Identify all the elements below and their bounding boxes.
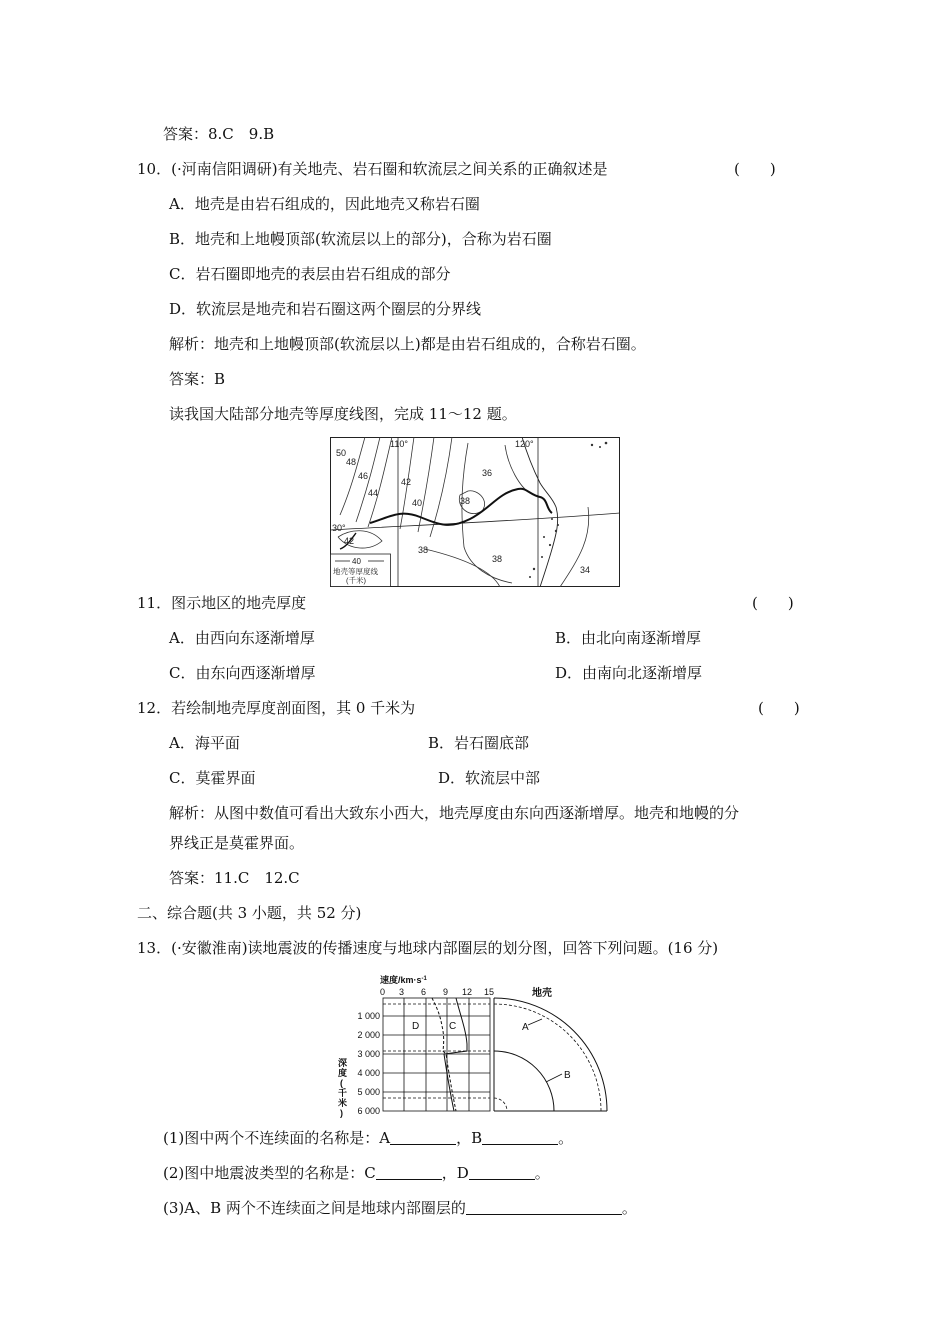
depth-speed-grid	[383, 998, 490, 1111]
question-13-part-1-sep: ，B	[456, 1129, 483, 1147]
svg-text:): )	[340, 1108, 343, 1118]
question-10-analysis: 解析：地壳和上地幔顶部(软流层以上)都是由岩石组成的，合称岩石圈。	[169, 335, 646, 353]
contour-label: 42	[344, 536, 355, 546]
answer-blank-layer[interactable]	[466, 1200, 622, 1215]
question-12-option-b: B．岩石圈底部	[428, 734, 530, 752]
question-10-answer-paren: ( )	[734, 160, 776, 178]
section-2-heading: 二、综合题(共 3 小题，共 52 分)	[137, 904, 362, 922]
contour-label: 34	[580, 565, 591, 575]
contour-label: 44	[368, 488, 379, 498]
question-13-part-1-text: (1)图中两个不连续面的名称是：A	[163, 1129, 391, 1147]
svg-text:深: 深	[338, 1058, 348, 1068]
crust-thickness-map	[330, 437, 620, 591]
answer-blank-b[interactable]	[482, 1130, 558, 1145]
depth-tick: 6 000	[357, 1106, 380, 1116]
depth-tick: 3 000	[357, 1049, 380, 1059]
contour-label: 38	[418, 545, 429, 555]
answer-11-12: 答案：11.C 12.C	[169, 869, 300, 887]
question-13-part-1-end: 。	[558, 1129, 574, 1147]
contour-label: 42	[401, 477, 412, 487]
contour-label: 48	[346, 457, 357, 467]
depth-tick: 2 000	[357, 1030, 380, 1040]
depth-tick: 4 000	[357, 1068, 380, 1078]
question-10-option-c: C．岩石圈即地壳的表层由岩石组成的部分	[169, 265, 451, 283]
question-12-stem: 12．若绘制地壳厚度剖面图，其 0 千米为	[137, 699, 416, 717]
speed-ticks	[380, 987, 494, 997]
question-13-part-3-end: 。	[621, 1199, 637, 1217]
question-12-analysis-line-1: 解析：从图中数值可看出大致东小西大，地壳厚度由东向西逐渐增厚。地壳和地幔的分	[169, 804, 740, 822]
discontinuity-b-label: B	[564, 1070, 571, 1081]
contour-label: 36	[482, 468, 493, 478]
question-13-part-3-text: (3)A、B 两个不连续面之间是地球内部圈层的	[163, 1199, 466, 1217]
question-11-option-c: C．由东向西逐渐增厚	[169, 664, 316, 682]
question-11-option-b: B．由北向南逐渐增厚	[555, 629, 702, 647]
contour-label: 38	[492, 554, 503, 564]
speed-tick: 15	[484, 987, 495, 997]
contour-label: 46	[358, 471, 369, 481]
question-13-part-1	[163, 1128, 573, 1148]
contour-label: 40	[412, 498, 423, 508]
lon-110-label: 110°	[390, 439, 408, 449]
question-11-option-d: D．由南向北逐渐增厚	[555, 664, 703, 682]
lat-30-label: 30°	[332, 523, 346, 533]
svg-text:千: 千	[338, 1088, 348, 1098]
svg-text:度: 度	[338, 1068, 348, 1078]
contour-label: 38	[460, 496, 471, 506]
question-11-stem: 11．图示地区的地壳厚度	[137, 594, 307, 612]
speed-tick: 3	[399, 987, 405, 997]
legend-unit: (千米)	[346, 576, 366, 585]
depth-tick: 1 000	[357, 1011, 380, 1021]
speed-tick: 6	[421, 987, 427, 997]
question-12-option-d: D．软流层中部	[438, 769, 541, 787]
answer-8-9: 答案：8.C 9.B	[163, 125, 275, 143]
seismic-wave-figure	[336, 974, 620, 1124]
wave-d-label: D	[412, 1021, 420, 1032]
question-12-option-c: C．莫霍界面	[169, 769, 256, 787]
wave-c-label: C	[449, 1021, 457, 1032]
question-11-answer-paren: ( )	[752, 594, 794, 612]
svg-text:米: 米	[338, 1098, 348, 1108]
question-12-analysis-line-2: 界线正是莫霍界面。	[169, 834, 305, 852]
legend-value: 40	[352, 557, 361, 566]
speed-tick: 12	[462, 987, 473, 997]
question-13-part-3	[163, 1198, 637, 1218]
question-13-stem: 13．(·安徽淮南)读地震波的传播速度与地球内部圈层的划分图，回答下列问题。(16 分)	[137, 939, 719, 957]
question-13-part-2-text: (2)图中地震波类型的名称是：C	[163, 1164, 376, 1182]
legend-title: 地壳等厚度线	[333, 567, 378, 576]
crust-label: 地壳	[532, 988, 552, 999]
question-11-option-a: A．由西向东逐渐增厚	[169, 629, 315, 647]
question-10-stem: 10．(·河南信阳调研)有关地壳、岩石圈和软流层之间关系的正确叙述是	[137, 160, 608, 178]
question-13-part-2-sep: ，D	[441, 1164, 469, 1182]
wave-c-curve	[444, 998, 467, 1111]
question-12-option-a: A．海平面	[169, 734, 240, 752]
discontinuity-lines	[383, 1004, 490, 1098]
question-10-option-a: A．地壳是由岩石组成的，因此地壳又称岩石圈	[169, 195, 480, 213]
question-13-part-2-end: 。	[534, 1164, 550, 1182]
earth-section	[494, 998, 607, 1111]
depth-ticks	[357, 1011, 380, 1116]
question-10-option-d: D．软流层是地壳和岩石圈这两个圈层的分界线	[169, 300, 482, 318]
answer-blank-a[interactable]	[390, 1130, 456, 1145]
lon-120-label: 120°	[515, 439, 534, 449]
question-10-option-b: B．地壳和上地幔顶部(软流层以上的部分)，合称为岩石圈	[169, 230, 552, 248]
answer-blank-d[interactable]	[469, 1165, 535, 1180]
question-13-part-2	[163, 1163, 550, 1183]
question-10-answer: 答案：B	[169, 370, 226, 388]
contour-label: 50	[336, 448, 347, 458]
map-intro: 读我国大陆部分地壳等厚度线图，完成 11～12 题。	[169, 405, 517, 423]
speed-tick: 9	[443, 987, 449, 997]
speed-axis-title: 速度$/km\cdot s^{-1}$	[380, 975, 427, 985]
depth-tick: 5 000	[357, 1087, 380, 1097]
svg-text:(: (	[340, 1078, 343, 1088]
depth-axis-title	[337, 1057, 347, 1118]
answer-blank-c[interactable]	[376, 1165, 442, 1180]
question-12-answer-paren: ( )	[758, 699, 800, 717]
discontinuity-a-label: A	[522, 1022, 529, 1033]
speed-tick: 0	[380, 987, 386, 997]
